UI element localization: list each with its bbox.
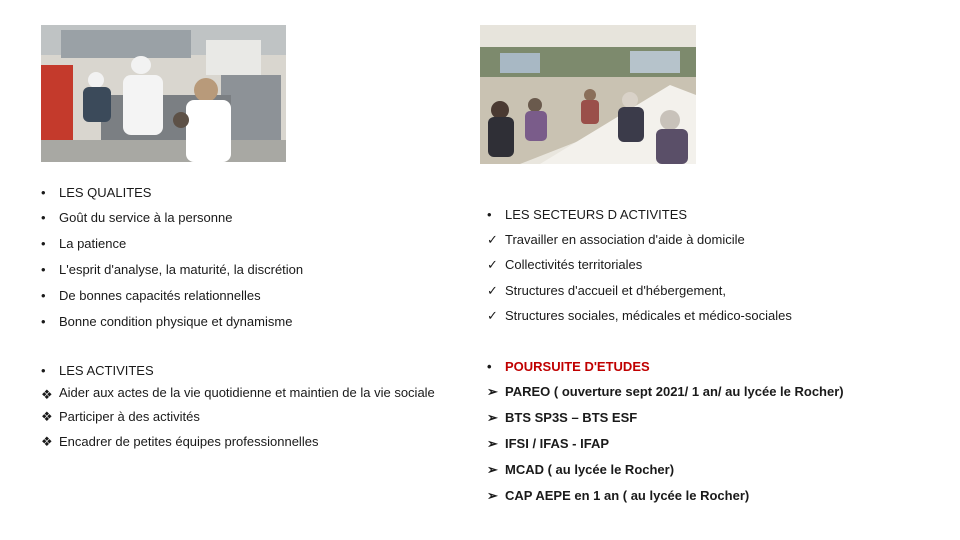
qualites-section xyxy=(41,185,461,329)
activites-heading-text: LES ACTIVITES xyxy=(59,363,154,378)
list-item-text: MCAD ( au lycée le Rocher) xyxy=(505,462,675,477)
list-item-text: Encadrer de petites équipes professionnelles xyxy=(59,434,319,449)
list-item-text: Travailler en association d'aide à domicile xyxy=(505,232,745,247)
qualites-heading xyxy=(41,185,461,200)
list-item xyxy=(41,262,461,277)
list-item-text: De bonnes capacités relationnelles xyxy=(59,288,261,303)
list-item xyxy=(41,314,461,329)
list-item-text: PAREO ( ouverture sept 2021/ 1 an/ au lycée le Rocher) xyxy=(505,384,844,399)
bullet-marker: • xyxy=(41,185,46,200)
list-item-text: Participer à des activités xyxy=(59,409,200,424)
list-item-text: Collectivités territoriales xyxy=(505,257,643,272)
list-item xyxy=(487,436,947,451)
bullet-marker: • xyxy=(487,359,492,374)
list-item xyxy=(41,236,461,251)
diamond-bullet-icon: ❖ xyxy=(41,387,53,402)
list-item-text: Aider aux actes de la vie quotidienne et maintien de la vie sociale xyxy=(59,385,435,400)
bullet-marker: • xyxy=(41,288,46,303)
list-item xyxy=(487,410,947,425)
list-item xyxy=(41,434,441,449)
checkmark-icon: ✓ xyxy=(487,257,498,272)
poursuite-heading xyxy=(487,359,947,374)
list-item-text: CAP AEPE en 1 an ( au lycée le Rocher) xyxy=(505,488,750,503)
bullet-marker: • xyxy=(41,363,46,378)
diamond-bullet-icon: ❖ xyxy=(41,434,53,449)
list-item xyxy=(487,462,947,477)
list-item-text: La patience xyxy=(59,236,127,251)
list-item-text: L'esprit d'analyse, la maturité, la discrétion xyxy=(59,262,304,277)
list-item xyxy=(41,288,461,303)
list-item-text: Bonne condition physique et dynamisme xyxy=(59,314,293,329)
checkmark-icon: ✓ xyxy=(487,283,498,298)
list-item xyxy=(41,409,441,424)
arrow-bullet-icon: ➢ xyxy=(487,488,498,503)
dining-hall-photo xyxy=(480,25,696,164)
kitchen-photo xyxy=(41,25,286,162)
list-item xyxy=(41,210,461,225)
list-item-text: BTS SP3S – BTS ESF xyxy=(505,410,638,425)
bullet-marker: • xyxy=(41,210,46,225)
list-item-text: IFSI / IFAS - IFAP xyxy=(505,436,610,451)
bullet-marker: • xyxy=(487,207,492,222)
checkmark-icon: ✓ xyxy=(487,232,498,247)
arrow-bullet-icon: ➢ xyxy=(487,410,498,425)
checkmark-icon: ✓ xyxy=(487,308,498,323)
arrow-bullet-icon: ➢ xyxy=(487,436,498,451)
arrow-bullet-icon: ➢ xyxy=(487,462,498,477)
diamond-bullet-icon: ❖ xyxy=(41,409,53,424)
list-item-text: Structures d'accueil et d'hébergement, xyxy=(505,283,727,298)
list-item xyxy=(487,283,927,298)
secteurs-heading xyxy=(487,207,927,222)
bullet-marker: • xyxy=(41,236,46,251)
list-item xyxy=(487,257,927,272)
list-item-text: Structures sociales, médicales et médico-sociales xyxy=(505,308,792,323)
qualites-heading-text: LES QUALITES xyxy=(59,185,152,200)
secteurs-section xyxy=(487,207,927,323)
list-item-text: Goût du service à la personne xyxy=(59,210,233,225)
list-item xyxy=(487,384,947,399)
bullet-marker: • xyxy=(41,262,46,277)
secteurs-heading-text: LES SECTEURS D ACTIVITES xyxy=(505,207,688,222)
poursuite-section xyxy=(487,359,947,503)
activites-section xyxy=(41,363,441,449)
list-item xyxy=(487,488,947,503)
activites-heading xyxy=(41,363,441,378)
poursuite-heading-text: POURSUITE D'ETUDES xyxy=(505,359,650,374)
list-item xyxy=(487,232,927,247)
arrow-bullet-icon: ➢ xyxy=(487,384,498,399)
list-item xyxy=(487,308,927,323)
bullet-marker: • xyxy=(41,314,46,329)
list-item xyxy=(41,385,441,402)
